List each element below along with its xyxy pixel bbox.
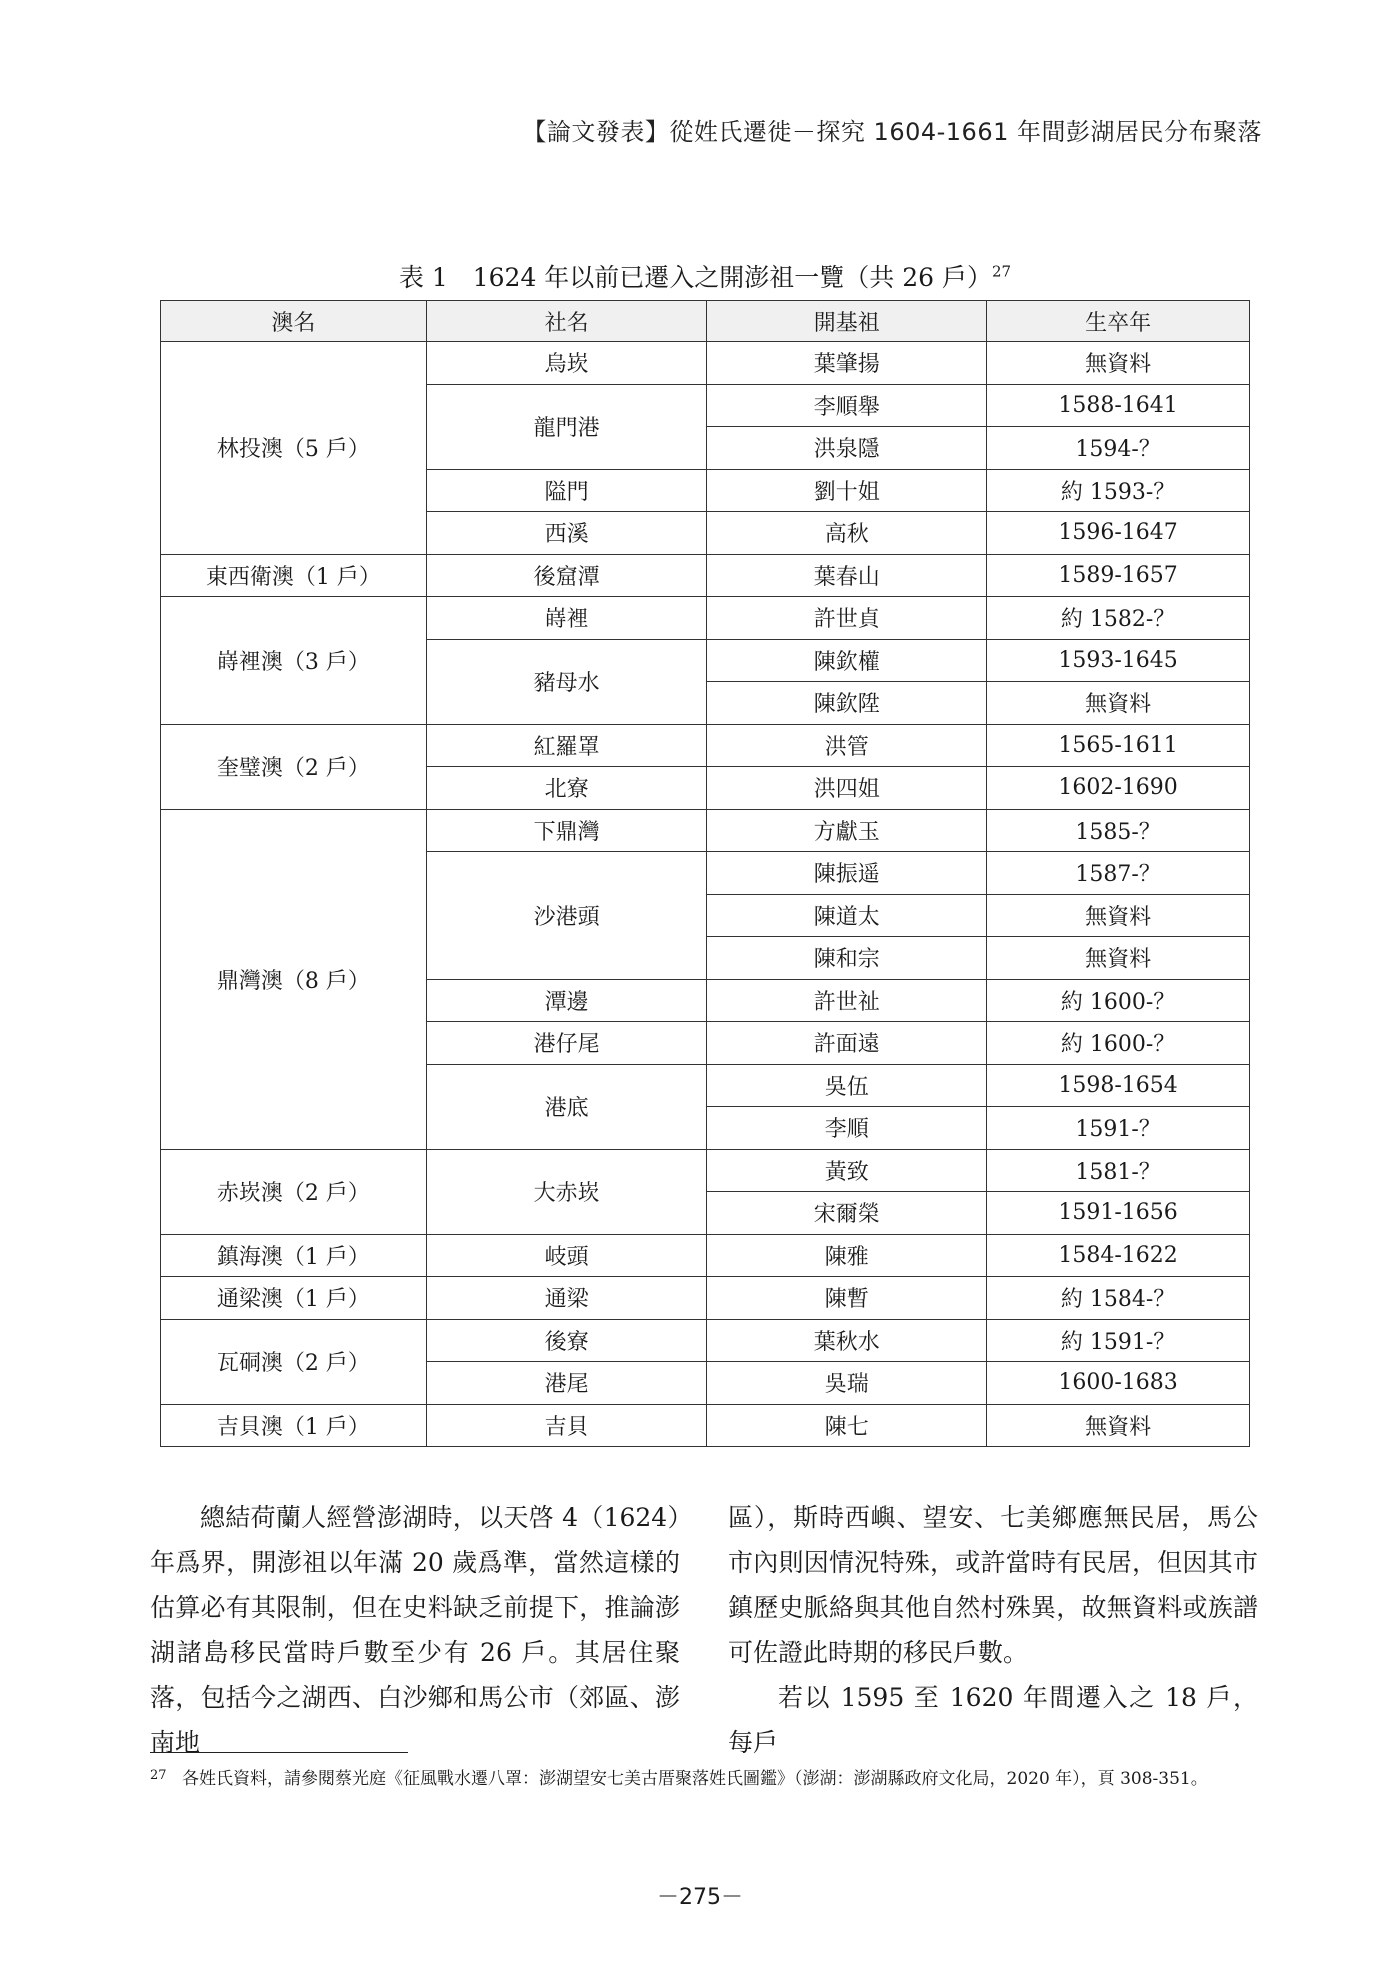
lifespan-cell: 1594-？	[987, 427, 1250, 470]
founder-name-cell: 洪管	[707, 724, 987, 767]
footnote-text: 各姓氏資料，請參閱蔡光庭《征風戰水遷八罩：澎湖望安七美古厝聚落姓氏圖鑑》（澎湖：澎湖縣政府文化局，2020 年），頁 308-351。	[182, 1769, 1208, 1789]
lifespan-cell: 無資料	[987, 937, 1250, 980]
footnote-ref[interactable]: 27	[992, 262, 1012, 281]
lifespan-cell: 1588-1641	[987, 384, 1250, 427]
founder-name-cell: 陳七	[707, 1404, 987, 1447]
body-paragraph: 區），斯時西嶼、望安、七美鄉應無民居，馬公市內則因情況特殊，或許當時有民居，但因其市鎮歷史脈絡與其他自然村殊異，故無資料或族譜可佐證此時期的移民戶數。	[728, 1503, 1258, 1667]
founder-name-cell: 陳欽權	[707, 639, 987, 682]
lifespan-cell: 1593-1645	[987, 639, 1250, 682]
table-row	[161, 1404, 1250, 1447]
founder-name-cell: 陳和宗	[707, 937, 987, 980]
running-head: 【論文發表】從姓氏遷徙－探究 1604-1661 年間彭湖居民分布聚落	[522, 118, 1262, 146]
founder-name-cell: 方獻玉	[707, 809, 987, 852]
founder-name-cell: 宋爾榮	[707, 1192, 987, 1235]
village-name-cell: 港尾	[426, 1362, 707, 1405]
village-name-cell: 北寮	[426, 767, 707, 810]
village-name-cell: 西溪	[426, 512, 707, 555]
settlers-table	[160, 300, 1250, 1447]
table-body	[161, 342, 1250, 1447]
village-name-cell: 後寮	[426, 1319, 707, 1362]
founder-name-cell: 陳振遥	[707, 852, 987, 895]
lifespan-cell: 無資料	[987, 342, 1250, 385]
village-name-cell: 豬母水	[426, 639, 707, 724]
table-caption	[160, 258, 1250, 294]
lifespan-cell: 1589-1657	[987, 554, 1250, 597]
founder-name-cell: 許世祉	[707, 979, 987, 1022]
ao-name-cell: 林投澳（5 戶）	[161, 342, 427, 555]
village-name-cell: 後窟潭	[426, 554, 707, 597]
footnote-number: 27	[150, 1768, 167, 1783]
lifespan-cell: 無資料	[987, 1404, 1250, 1447]
table-row	[161, 809, 1250, 852]
ao-name-cell: 東西衛澳（1 戶）	[161, 554, 427, 597]
founder-name-cell: 許世貞	[707, 597, 987, 640]
lifespan-cell: 1591-？	[987, 1107, 1250, 1150]
lifespan-cell: 1591-1656	[987, 1192, 1250, 1235]
village-name-cell: 龍門港	[426, 384, 707, 469]
founder-name-cell: 許面遠	[707, 1022, 987, 1065]
table-row	[161, 342, 1250, 385]
village-name-cell: 沙港頭	[426, 852, 707, 980]
village-name-cell: 岐頭	[426, 1234, 707, 1277]
table-row	[161, 1234, 1250, 1277]
lifespan-cell: 無資料	[987, 682, 1250, 725]
lifespan-cell: 1581-？	[987, 1149, 1250, 1192]
ao-name-cell: 鎮海澳（1 戶）	[161, 1234, 427, 1277]
ao-name-cell: 嵵裡澳（3 戶）	[161, 597, 427, 725]
column-header: 澳名	[161, 301, 427, 342]
column-header: 開基祖	[707, 301, 987, 342]
body-right-column	[728, 1495, 1258, 1765]
village-name-cell: 嵵裡	[426, 597, 707, 640]
lifespan-cell: 1565-1611	[987, 724, 1250, 767]
village-name-cell: 通梁	[426, 1277, 707, 1320]
founder-name-cell: 洪泉隱	[707, 427, 987, 470]
ao-name-cell: 鼎灣澳（8 戶）	[161, 809, 427, 1149]
founder-name-cell: 黃致	[707, 1149, 987, 1192]
lifespan-cell: 1584-1622	[987, 1234, 1250, 1277]
founder-name-cell: 葉肇揚	[707, 342, 987, 385]
village-name-cell: 潭邊	[426, 979, 707, 1022]
founder-name-cell: 葉春山	[707, 554, 987, 597]
lifespan-cell: 1596-1647	[987, 512, 1250, 555]
table-row	[161, 597, 1250, 640]
lifespan-cell: 約 1600-？	[987, 979, 1250, 1022]
founder-name-cell: 陳暫	[707, 1277, 987, 1320]
lifespan-cell: 約 1600-？	[987, 1022, 1250, 1065]
founder-name-cell: 洪四姐	[707, 767, 987, 810]
lifespan-cell: 1598-1654	[987, 1064, 1250, 1107]
lifespan-cell: 約 1593-？	[987, 469, 1250, 512]
founder-name-cell: 吳瑞	[707, 1362, 987, 1405]
table-row	[161, 1277, 1250, 1320]
founder-name-cell: 吳伍	[707, 1064, 987, 1107]
founder-name-cell: 李順	[707, 1107, 987, 1150]
lifespan-cell: 1587-？	[987, 852, 1250, 895]
lifespan-cell: 1602-1690	[987, 767, 1250, 810]
page-number: －275－	[657, 1885, 743, 1910]
column-header: 社名	[426, 301, 707, 342]
village-name-cell: 港底	[426, 1064, 707, 1149]
table-row	[161, 1149, 1250, 1192]
footnote-divider	[150, 1752, 408, 1753]
ao-name-cell: 赤崁澳（2 戶）	[161, 1149, 427, 1234]
founder-name-cell: 陳道太	[707, 894, 987, 937]
founder-name-cell: 陳欽陞	[707, 682, 987, 725]
founder-name-cell: 劉十姐	[707, 469, 987, 512]
table-row	[161, 554, 1250, 597]
village-name-cell: 隘門	[426, 469, 707, 512]
ao-name-cell: 奎璧澳（2 戶）	[161, 724, 427, 809]
village-name-cell: 港仔尾	[426, 1022, 707, 1065]
founder-name-cell: 葉秋水	[707, 1319, 987, 1362]
body-paragraph: 若以 1595 至 1620 年間遷入之 18 戶，每戶	[728, 1683, 1258, 1757]
body-paragraph: 總結荷蘭人經營澎湖時，以天啓 4（1624）年爲界，開澎祖以年滿 20 歲爲準，當然這樣的估算必有其限制，但在史料缺乏前提下，推論澎湖諸島移民當時戶數至少有 26 戶。其居住聚落，包括今之湖西、白沙鄉和馬公市（郊區、澎南地	[150, 1503, 680, 1757]
ao-name-cell: 吉貝澳（1 戶）	[161, 1404, 427, 1447]
lifespan-cell: 約 1591-？	[987, 1319, 1250, 1362]
village-name-cell: 烏崁	[426, 342, 707, 385]
ao-name-cell: 通梁澳（1 戶）	[161, 1277, 427, 1320]
table-row	[161, 724, 1250, 767]
lifespan-cell: 1585-？	[987, 809, 1250, 852]
lifespan-cell: 約 1582-？	[987, 597, 1250, 640]
village-name-cell: 吉貝	[426, 1404, 707, 1447]
column-header: 生卒年	[987, 301, 1250, 342]
table-header-row	[161, 301, 1250, 342]
village-name-cell: 下鼎灣	[426, 809, 707, 852]
table-row	[161, 1319, 1250, 1362]
founder-name-cell: 高秋	[707, 512, 987, 555]
founder-name-cell: 陳雅	[707, 1234, 987, 1277]
village-name-cell: 紅羅罩	[426, 724, 707, 767]
village-name-cell: 大赤崁	[426, 1149, 707, 1234]
footnote	[150, 1764, 1260, 1794]
lifespan-cell: 無資料	[987, 894, 1250, 937]
lifespan-cell: 1600-1683	[987, 1362, 1250, 1405]
lifespan-cell: 約 1584-？	[987, 1277, 1250, 1320]
body-left-column	[150, 1495, 680, 1765]
ao-name-cell: 瓦硐澳（2 戶）	[161, 1319, 427, 1404]
table-caption-text: 表 1 1624 年以前已遷入之開澎祖一覽（共 26 戶）	[398, 263, 993, 292]
founder-name-cell: 李順舉	[707, 384, 987, 427]
